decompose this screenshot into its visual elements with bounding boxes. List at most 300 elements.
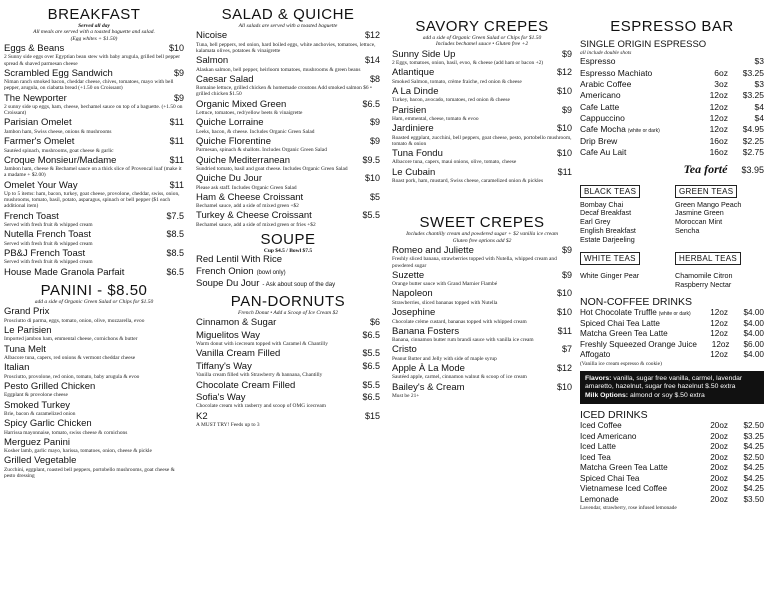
soupe-list	[196, 254, 380, 290]
menu-item-desc: Alaskan salmon, bell pepper, heirloom tomatoes, mushrooms & green beans	[196, 66, 361, 73]
dornuts-sub1: French Donut	[238, 310, 269, 317]
menu-item-row	[4, 363, 184, 373]
menu-item-row	[392, 124, 572, 134]
menu-item-row	[392, 364, 572, 374]
menu-item-name: French Toast	[4, 210, 59, 222]
drink-size: 16oz	[709, 147, 728, 158]
panini-list	[4, 307, 184, 479]
menu-item	[4, 249, 184, 266]
drink-label: Matcha Green Tea Latte	[580, 463, 668, 473]
menu-item-price: $15	[364, 410, 380, 421]
menu-item-row	[4, 137, 184, 147]
tea-item: Estate Darjeeling	[580, 234, 635, 244]
menu-item-row	[196, 331, 380, 341]
menu-item-price: $8	[369, 73, 380, 84]
drink-size: 3oz	[714, 78, 728, 89]
drink-label: Americano	[580, 90, 621, 101]
menu-item-desc: Bechamel sauce, add a side of mixed green +$2	[196, 203, 299, 210]
menu-item-row	[4, 181, 184, 191]
drink-price: $2.50	[743, 421, 764, 431]
column-breakfast-panini	[4, 4, 184, 479]
menu-item-row	[196, 156, 380, 166]
menu-item-desc: Niman ranch smoked bacon, cheddar cheese, chives, tomatoes, mayo with bell pepper, arugula, on ciabatta bread (+1.50 on Croissant)	[4, 79, 174, 92]
menu-item-desc: Imported jambon ham, emmental cheese, cornichons & butter	[4, 336, 138, 343]
menu-item-price: $9	[561, 104, 572, 115]
menu-item-name: House Made Granola Parfait	[4, 266, 125, 278]
drink-row	[580, 124, 764, 135]
drink-name	[580, 463, 694, 474]
drink-note: (white or dark)	[658, 311, 691, 318]
menu-item-name: Cristo	[392, 344, 417, 356]
herbal-teas-label: HERBAL TEAS	[675, 252, 741, 265]
menu-item-row	[196, 137, 380, 147]
menu-item-price: $10	[556, 288, 572, 299]
menu-item-row	[196, 100, 380, 110]
drink-name	[580, 90, 694, 101]
menu-item	[4, 307, 184, 324]
menu-item	[392, 308, 572, 325]
drink-size: 12oz	[710, 329, 728, 339]
menu-item-name: Merguez Panini	[4, 436, 71, 448]
menu-item-price: $5	[369, 191, 380, 202]
menu-item	[392, 246, 572, 269]
soupe-title: SOUPE	[260, 231, 316, 249]
menu-item-desc: Brie, bacon & caramelized onion	[4, 410, 76, 417]
menu-item-desc: Served with fresh fruit & whipped cream	[4, 259, 93, 266]
drink-name	[580, 147, 694, 158]
menu-item-desc: Albacore tuna, capers, maui onions, olive, tomato, cheese	[392, 159, 517, 166]
menu-item-name: Tuna Fondu	[392, 148, 443, 160]
drink-label: Lemonade	[580, 494, 619, 504]
drink-price: $3.25	[742, 67, 764, 78]
drink-name	[580, 308, 694, 319]
tea-item: Green Mango Peach	[675, 199, 742, 209]
drink-size: 20oz	[710, 473, 728, 483]
drink-row	[580, 56, 764, 67]
drink-price: $3.25	[742, 90, 764, 101]
tea-item: White Ginger Pear	[580, 271, 640, 281]
menu-item	[196, 174, 380, 191]
breakfast-title: BREAKFAST	[47, 6, 141, 23]
menu-item	[4, 438, 184, 455]
menu-item-price: $9.5	[362, 154, 380, 165]
drink-label: Matcha Green Tea Latte	[580, 329, 668, 339]
menu-item-row	[196, 393, 380, 403]
menu-item-desc: Zucchini, eggplant, roasted bell peppers, portobello mushrooms, goat cheese & pesto dressing	[4, 466, 175, 480]
drink-price: $4.25	[743, 484, 764, 494]
menu-item-price: $11	[557, 325, 572, 336]
menu-item-row	[4, 268, 184, 278]
drink-size: 20oz	[710, 463, 728, 473]
drink-name	[580, 136, 694, 147]
drink-label: Espresso Machiato	[580, 67, 653, 78]
tea-item: Earl Grey	[580, 217, 611, 227]
noncoffee-title: NON-COFFEE DRINKS	[580, 296, 693, 309]
drink-label: Vietnamese Iced Coffee	[580, 484, 668, 494]
menu-item-name: Croque Monsieur/Madame	[4, 154, 117, 166]
black-teas	[580, 181, 669, 245]
drink-price: $6.00	[743, 339, 764, 349]
drink-name	[580, 484, 694, 495]
menu-item-name: Organic Mixed Green	[196, 98, 287, 110]
soupe-name: Soupe Du Jour	[196, 278, 260, 290]
drink-name	[580, 79, 694, 90]
menu-item	[4, 230, 184, 247]
menu-item-desc: Harrissa mayonnaise, tomato, swiss cheese & cornichons	[4, 429, 128, 436]
dornuts-sub2: Add a Scoop of Ice Cream $2	[273, 310, 338, 317]
drink-size: 20oz	[710, 431, 728, 441]
menu-item	[196, 100, 380, 117]
drink-label: Iced Tea	[580, 452, 611, 462]
menu-item-price: $11	[557, 166, 572, 177]
drink-price: $3	[754, 56, 764, 67]
savory-title: SAVORY CREPES	[415, 18, 549, 35]
menu-item-row	[196, 318, 380, 328]
salad-title: SALAD & QUICHE	[221, 6, 355, 23]
menu-item-name: Suzette	[392, 269, 425, 281]
menu-item-row	[392, 168, 572, 178]
menu-item	[196, 318, 380, 328]
menu-item-desc: Roasted eggplant, zucchini, bell peppers, goat cheese, pesto, portobello mushroom, tomato & onion	[392, 134, 572, 147]
menu-item-desc: Bechamel sauce, add a side of mixed green or fries +$2	[196, 221, 316, 228]
menu-item-desc: Peanut Butter and Jelly with side of maple syrup	[392, 355, 497, 362]
menu-item-row	[196, 31, 380, 41]
drink-label: Freshly Squeezed Orange Juice	[580, 339, 697, 349]
menu-item	[392, 271, 572, 288]
drink-size: 12oz	[709, 101, 728, 112]
drink-size: 16oz	[709, 135, 728, 146]
tea-item: English Breakfast	[580, 225, 636, 235]
menu-item	[392, 327, 572, 344]
drink-size: 20oz	[710, 442, 728, 452]
menu-item-desc: Romaine lettuce, grilled chicken & homemade croutons Add smoked salmon $6 • grilled chicken $1.50	[196, 85, 372, 98]
drink-size: 6oz	[714, 67, 728, 78]
drink-label: Iced Latte	[580, 442, 616, 452]
drink-price: $4.00	[743, 308, 764, 318]
menu-item-name: Sofia's Way	[196, 391, 246, 403]
tea-grid	[580, 181, 764, 245]
menu-item-name: Apple À La Mode	[392, 362, 465, 374]
breakfast-egg-note: (Egg whites + $1.50)	[70, 35, 118, 42]
menu-item-price: $11	[169, 179, 184, 190]
menu-item-row	[196, 56, 380, 66]
drink-row	[580, 453, 764, 464]
tea-item: Decaf Breakfast	[580, 208, 632, 218]
menu-item	[196, 75, 380, 98]
menu-item-desc: Ham, emmental, cheese, tomato & evoo	[392, 115, 479, 122]
menu-item-desc: Orange butter sauce with Grand Marnier Flambé	[392, 281, 498, 288]
menu-item-desc: Served with fresh fruit & whipped cream	[4, 222, 93, 229]
menu-item-name: Eggs & Beans	[4, 42, 65, 54]
menu-item-row	[196, 118, 380, 128]
menu-item	[392, 168, 572, 185]
breakfast-subtitle: Served all day	[78, 23, 110, 29]
drink-size: 12oz	[710, 318, 728, 328]
menu-item-desc: Served with fresh fruit & whipped cream	[4, 240, 93, 247]
drink-price: $4.00	[743, 350, 764, 360]
drink-label: Arabic Coffee	[580, 78, 632, 89]
menu-item-row	[4, 118, 184, 128]
drink-price: $2.75	[742, 147, 764, 158]
drink-size: 12oz	[709, 113, 728, 124]
drink-price: $4	[754, 113, 764, 124]
menu-item-price: $11	[169, 154, 184, 165]
savory-note: add a side of Organic Green Salad or Chips for $1.50	[422, 35, 542, 41]
menu-item-desc: Chocolate cream with rasberry and scoop of OMG icecream	[196, 403, 326, 410]
menu-item-name: Quiche Du Jour	[196, 173, 263, 185]
soupe-prices: Cup $4.5 / Bowl $7.5	[263, 248, 313, 255]
drink-label: Iced Coffee	[580, 421, 622, 431]
menu-item	[196, 393, 380, 410]
menu-item-price: $14	[364, 55, 380, 66]
menu-item	[196, 412, 380, 429]
menu-item-name: Farmer's Omelet	[4, 136, 75, 148]
tea-item: Sencha	[675, 225, 700, 235]
menu-item	[392, 124, 572, 147]
menu-item-price: $10	[556, 381, 572, 392]
drink-name	[580, 495, 694, 506]
drink-size: 12oz	[709, 124, 728, 135]
menu-item-row	[4, 345, 184, 355]
menu-item-name: Le Cubain	[392, 166, 436, 178]
single-origin-title: SINGLE ORIGIN ESPRESSO	[580, 39, 707, 50]
drink-price: $4.25	[743, 473, 764, 483]
drink-price: $4	[754, 101, 764, 112]
menu-item-price: $9	[173, 92, 184, 103]
breakfast-note: All meals are served with a toasted baguette and salad.	[33, 29, 155, 36]
menu-item-price: $8.5	[166, 229, 184, 240]
savory-note2: Includes bechamel sauce • Gluten free +2	[435, 41, 529, 48]
salad-list	[196, 31, 380, 228]
black-tea-list	[580, 201, 669, 245]
menu-item-row	[196, 174, 380, 184]
drink-row	[580, 319, 764, 330]
menu-item-desc: Smoked Salmon, tomato, crème fraiche, red onion & cheese	[392, 78, 522, 85]
menu-item-name: Parisian Omelet	[4, 117, 72, 129]
menu-item-row	[4, 438, 184, 448]
iced-list	[580, 421, 764, 505]
flavors-label: Flavors:	[585, 374, 612, 382]
drink-label: Cafe Mocha	[580, 124, 626, 135]
drink-row	[580, 90, 764, 101]
menu-item-price: $6.5	[362, 98, 380, 109]
sweet-note: Includes chantilly cream and powdered sugar + $2 vanilla ice cream	[406, 231, 558, 238]
drink-name	[580, 56, 694, 67]
menu-item-price: $5.5	[362, 348, 380, 359]
drink-row	[580, 421, 764, 432]
menu-item-row	[4, 249, 184, 259]
menu-item-price: $6	[369, 317, 380, 328]
menu-item-row	[4, 44, 184, 54]
menu-item-price: $10	[364, 173, 380, 184]
menu-item-row	[4, 230, 184, 240]
menu-item-row	[392, 246, 572, 256]
menu-item-name: Ham & Cheese Croissant	[196, 191, 304, 203]
menu-item-desc: Parmesan, spinach & shallots. Includes Organic Green Salad	[196, 147, 327, 154]
menu-item-name: Italian	[4, 362, 30, 374]
drink-size: 12oz	[711, 339, 730, 349]
menu-item-row	[392, 327, 572, 337]
menu-item-row	[196, 75, 380, 85]
menu-item-desc: Kosher lamb, garlic mayo, harissa, tomatoes, onion, cheese & pickle	[4, 448, 152, 455]
menu-item	[392, 383, 572, 400]
drink-row	[580, 68, 764, 79]
espresso-list	[580, 56, 764, 158]
menu-item-desc: Sautéed spinach, mushrooms, goat cheese & garlic	[4, 147, 114, 154]
menu-item	[4, 401, 184, 418]
sweet-list	[392, 246, 572, 399]
drink-row	[580, 432, 764, 443]
menu-item-price: $12	[556, 362, 572, 373]
menu-item-desc: Leeks, bacon, & cheese. Includes Organic Green Salad	[196, 128, 315, 135]
menu-item-row	[392, 68, 572, 78]
noncoffee-list	[580, 308, 764, 361]
green-teas-label: GREEN TEAS	[675, 185, 737, 198]
menu-item-row	[196, 193, 380, 203]
menu-item-price: $11	[169, 136, 184, 147]
savory-list	[392, 50, 572, 185]
menu-item-name: Scrambled Egg Sandwich	[4, 67, 113, 79]
menu-item-price: $12	[556, 67, 572, 78]
menu-item-price: $6.5	[362, 329, 380, 340]
menu-item-price: $10	[168, 42, 184, 53]
drink-size	[694, 56, 728, 67]
flavors-text: vanilla, sugar free vanilla, carmel, lavendar amaretto, hazelnut, sugar free hazelnut $.50 extra	[585, 374, 743, 391]
dornuts-subtitle: French Donut • Add a Scoop of Ice Cream $2	[238, 310, 338, 317]
soupe-item	[196, 278, 380, 290]
menu-item-name: Quiche Florentine	[196, 135, 271, 147]
drink-row	[580, 340, 764, 351]
menu-item-row	[196, 381, 380, 391]
menu-item	[196, 118, 380, 135]
drink-price: $4.25	[743, 463, 764, 473]
drink-size: 20oz	[710, 452, 728, 462]
menu-item-name: Chocolate Cream Filled	[196, 379, 296, 391]
dornuts-list	[196, 318, 380, 428]
menu-item-price: $9	[369, 117, 380, 128]
drink-name	[580, 442, 694, 453]
menu-item-name: Turkey & Cheese Croissant	[196, 210, 312, 222]
menu-item-row	[196, 349, 380, 359]
milk-label: Milk Options:	[585, 391, 629, 399]
menu-item-row	[392, 345, 572, 355]
herbal-tea-list	[675, 272, 764, 290]
menu-item-row	[4, 307, 184, 317]
menu-item-name: Caesar Salad	[196, 73, 254, 85]
drink-label: Spiced Chai Tea	[580, 473, 640, 483]
menu-item-row	[4, 401, 184, 411]
menu-item-desc: Up to 5 items: ham, bacon, turkey, goat cheese, provolone, cheddar, swiss, onion, mushrooms, tomato, basil, potato, asparagus, spinach or bell pepper ($1 each additional item)	[4, 191, 180, 210]
menu-item-name: Omelet Your Way	[4, 179, 78, 191]
drink-row	[580, 102, 764, 113]
lemonade-desc: Lavendar, strawberry, rose infused lemonade	[580, 505, 677, 512]
drink-size: 12oz	[710, 308, 728, 318]
drink-row	[580, 463, 764, 474]
soupe-note: - Ask about soup of the day	[262, 282, 336, 289]
menu-item-row	[392, 308, 572, 318]
drink-label: Hot Chocolate Truffle	[580, 308, 657, 318]
drink-price: $3.50	[743, 494, 764, 504]
menu-item-name: Pesto Grilled Chicken	[4, 380, 96, 392]
drink-name	[580, 113, 694, 124]
milk-text: almond or soy $.50 extra	[629, 391, 705, 399]
drink-price: $3.25	[743, 431, 764, 441]
menu-item	[4, 44, 184, 67]
white-teas	[580, 248, 669, 290]
menu-item-name: The Newporter	[4, 92, 67, 104]
drink-size: 20oz	[710, 494, 728, 504]
menu-item-desc: Tuna, bell peppers, red onion, hard boiled eggs, white anchovies, tomatoes, lettuce, kalamata olives, potatoes & vinaigrette	[196, 41, 376, 54]
menu-item	[392, 50, 572, 67]
drink-name	[580, 319, 694, 330]
menu-item	[392, 364, 572, 381]
menu-item-row	[4, 456, 184, 466]
drink-row	[580, 484, 764, 495]
menu-item-price: $10	[556, 148, 572, 159]
single-origin-note: all include double shots	[580, 50, 632, 56]
menu-item-desc: Please ask staff. Includes Organic Green Salad	[196, 184, 297, 191]
menu-item-desc: Lettuce, tomatoes, red/yellow beets & vinaigrette	[196, 110, 303, 117]
drink-name	[580, 124, 694, 135]
menu-item-row	[4, 156, 184, 166]
green-teas	[675, 181, 764, 245]
drink-note: (white or dark)	[627, 128, 660, 135]
menu-item-name: Salmon	[196, 55, 229, 67]
menu-item-desc: Sautéed apple, carmel, cinnamon walnut & scoop of ice cream	[392, 374, 527, 381]
menu-item-name: Quiche Mediterranean	[196, 154, 290, 166]
menu-item-desc: Freshly sliced banana, strawberries topped with Nutella, whipped cream and powdered sugar	[392, 256, 557, 269]
menu-item-name: Atlantique	[392, 67, 435, 79]
drink-size: 20oz	[710, 484, 728, 494]
menu-item-price: $10	[556, 85, 572, 96]
menu-item-name: Parisien	[392, 104, 427, 116]
menu-item	[196, 193, 380, 210]
menu-item-row	[392, 149, 572, 159]
tea-forte-row	[580, 162, 764, 177]
menu-item-name: Jardiniere	[392, 123, 434, 135]
menu-item-price: $9	[173, 67, 184, 78]
menu-item	[4, 137, 184, 154]
drink-label: Affogato	[580, 350, 611, 360]
menu-item-name: Le Parisien	[4, 324, 52, 336]
drink-label: Espresso	[580, 56, 616, 67]
menu-item-row	[4, 69, 184, 79]
menu-item-desc: Prosciutto di parma, eggs, tomato, onion, olive, mozzarella, evoo	[4, 317, 145, 324]
menu-item-desc: Turkey, bacon, avocado, tomatoes, red onion & cheese	[392, 97, 510, 104]
white-tea-list	[580, 272, 669, 281]
menu-item	[4, 326, 184, 343]
menu-item-price: $12	[364, 30, 380, 41]
menu-item	[392, 345, 572, 362]
menu-item-price: $5.5	[362, 210, 380, 221]
menu-item-name: Cinnamon & Sugar	[196, 317, 277, 329]
column-drinks	[580, 4, 764, 511]
menu-item-desc: Banana, cinnamon butter rum brandi sauce with vanilla ice cream	[392, 337, 534, 344]
drink-name	[580, 340, 697, 351]
menu-item-name: Grand Prix	[4, 306, 50, 318]
panini-note: add a side of Organic Green Salad or Chips for $1.50	[34, 299, 154, 305]
drink-name	[580, 102, 694, 113]
menu-item-desc: Strawberries, sliced bananas topped with Nutella	[392, 299, 498, 306]
tea-item: Raspberry Nectar	[675, 280, 732, 290]
menu-item-desc: Sundried tomato, basil and goat cheese. Includes Organic Green Salad	[196, 166, 348, 172]
menu-item	[392, 68, 572, 85]
drink-price: $4.00	[743, 318, 764, 328]
menu-item-name: Nicoise	[196, 30, 228, 42]
menu-item-price: $6.5	[362, 391, 380, 402]
menu-item	[196, 137, 380, 154]
drink-price: $2.25	[742, 135, 764, 146]
